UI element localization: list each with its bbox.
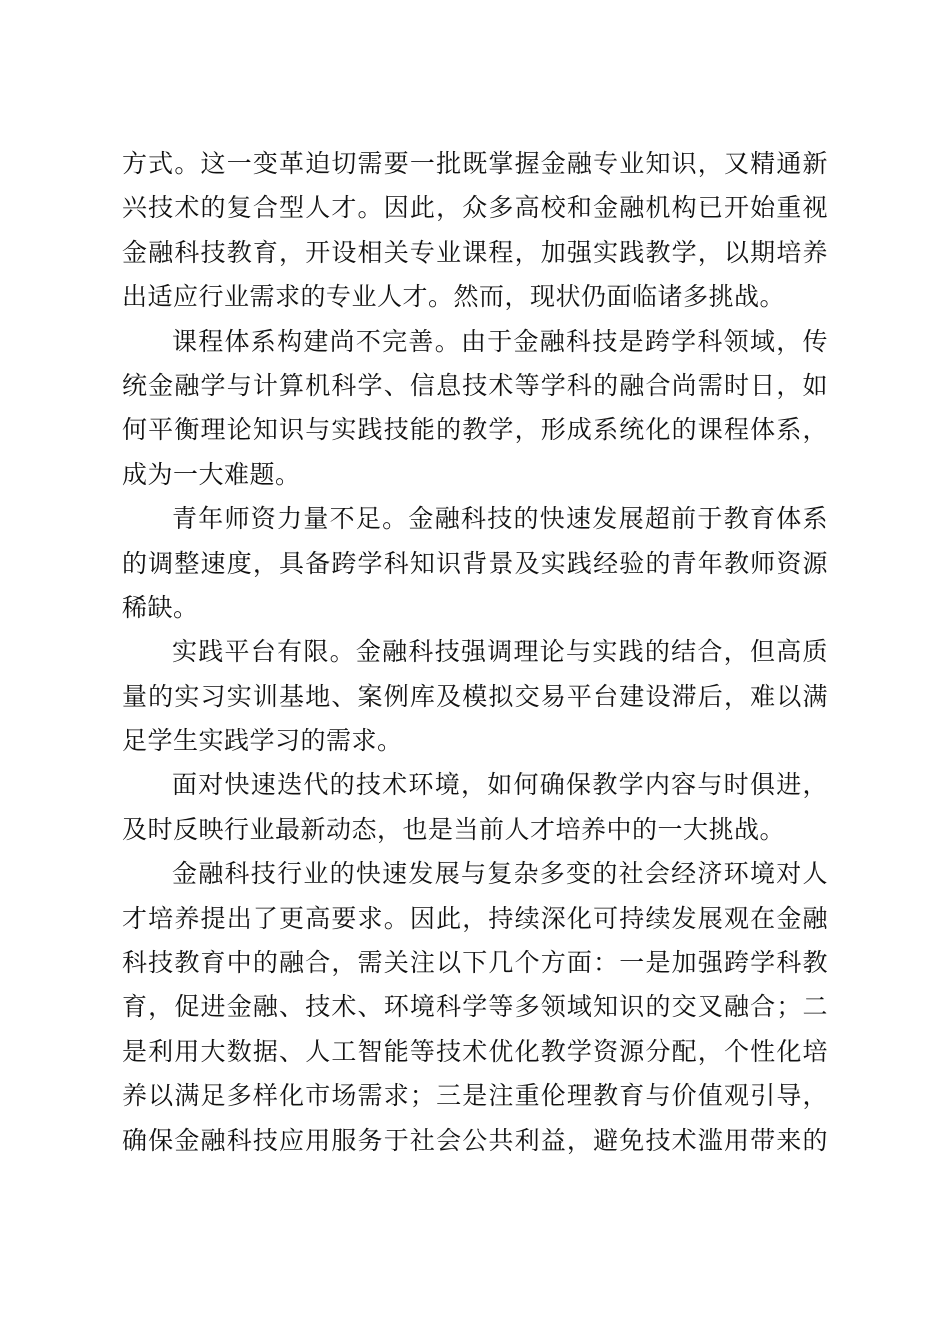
text-line: 才培养提出了更高要求。因此，持续深化可持续发展观在金融	[122, 903, 828, 933]
text-line: 兴技术的复合型人才。因此，众多高校和金融机构已开始重视	[122, 193, 828, 223]
text-line: 是利用大数据、人工智能等技术优化教学资源分配，个性化培	[122, 1036, 828, 1066]
text-line: 实践平台有限。金融科技强调理论与实践的结合，但高质	[172, 637, 828, 667]
text-line: 方式。这一变革迫切需要一批既掌握金融专业知识，又精通新	[122, 149, 828, 178]
text-line: 金融科技行业的快速发展与复杂多变的社会经济环境对人	[172, 859, 828, 889]
text-line: 确保金融科技应用服务于社会公共利益，避免技术滥用带来的	[122, 1125, 828, 1155]
text-line: 何平衡理论知识与实践技能的教学，形成系统化的课程体系，	[122, 415, 828, 445]
text-line: 足学生实践学习的需求。	[122, 726, 403, 756]
text-line: 金融科技教育，开设相关专业课程，加强实践教学，以期培养	[122, 237, 828, 267]
text-line: 育，促进金融、技术、环境科学等多领域知识的交叉融合；二	[122, 992, 828, 1022]
text-line: 课程体系构建尚不完善。由于金融科技是跨学科领域，传	[172, 326, 828, 356]
body-text	[122, 142, 828, 1163]
text-line: 稀缺。	[122, 592, 199, 622]
text-line: 成为一大难题。	[122, 459, 301, 489]
text-line: 的调整速度，具备跨学科知识背景及实践经验的青年教师资源	[122, 548, 828, 578]
text-line: 青年师资力量不足。金融科技的快速发展超前于教育体系	[172, 504, 828, 534]
text-line: 统金融学与计算机科学、信息技术等学科的融合尚需时日，如	[122, 370, 828, 400]
text-line: 养以满足多样化市场需求；三是注重伦理教育与价值观引导，	[122, 1081, 828, 1111]
text-line: 面对快速迭代的技术环境，如何确保教学内容与时俱进，	[172, 770, 828, 800]
text-line: 科技教育中的融合，需关注以下几个方面：一是加强跨学科教	[122, 948, 828, 978]
text-line: 出适应行业需求的专业人才。然而，现状仍面临诸多挑战。	[122, 282, 786, 312]
text-line: 及时反映行业最新动态，也是当前人才培养中的一大挑战。	[122, 814, 786, 844]
text-line: 量的实习实训基地、案例库及模拟交易平台建设滞后，难以满	[122, 681, 828, 711]
